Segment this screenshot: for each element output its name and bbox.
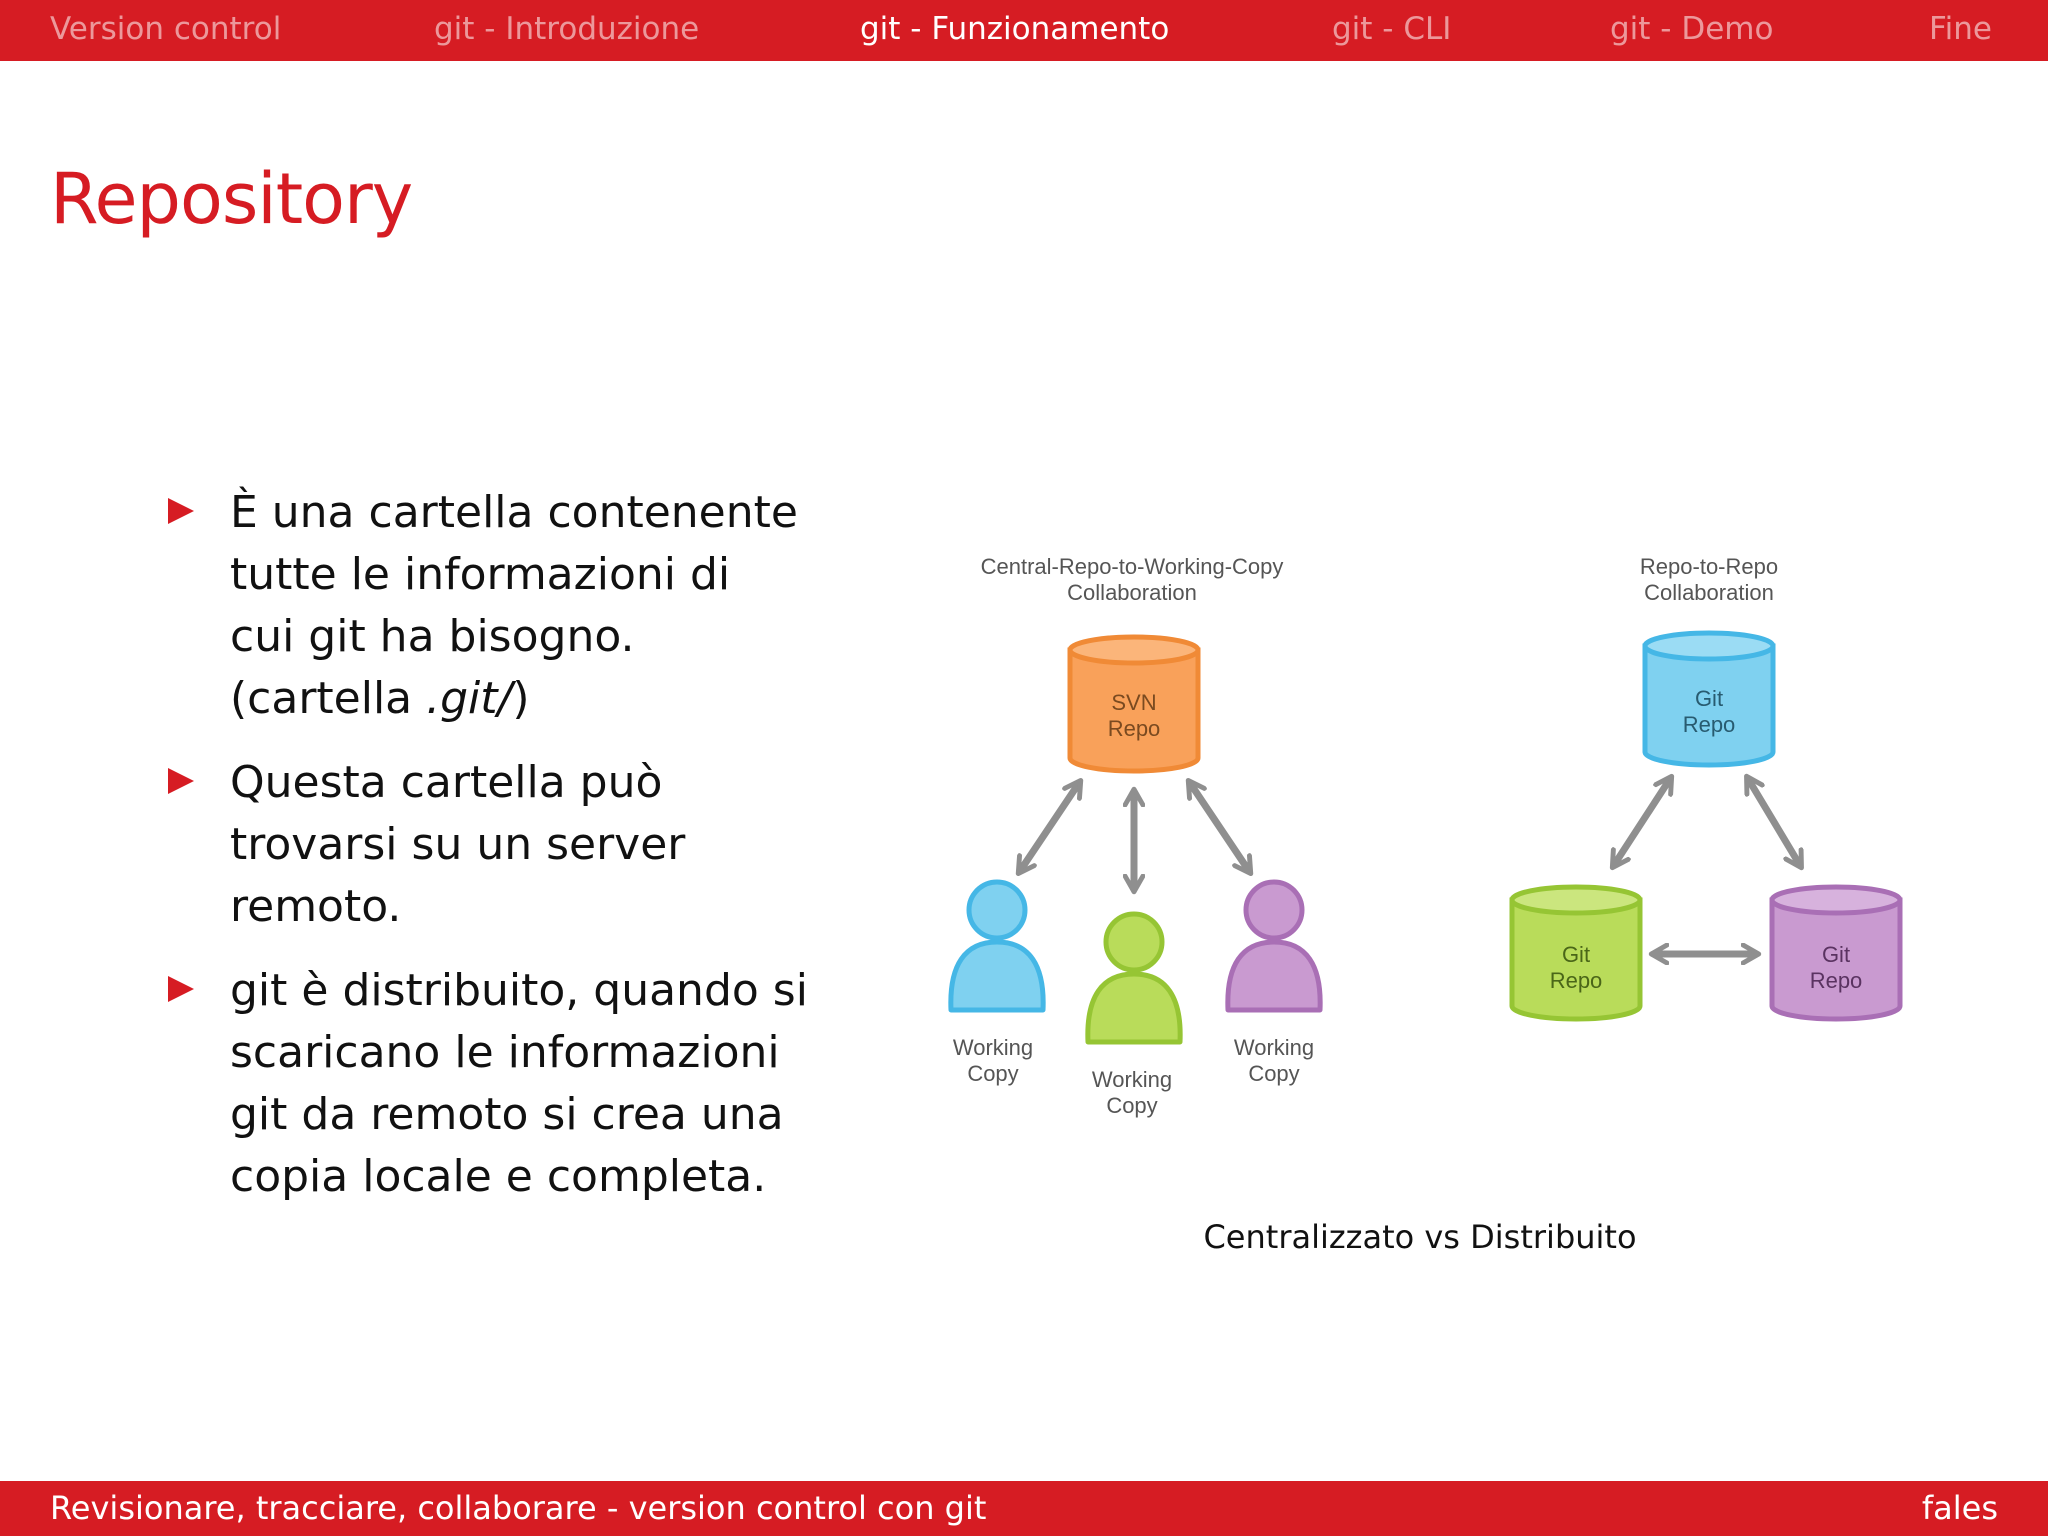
git-repo-label-line2: Repo [1682,712,1736,737]
git-repo-database-icon-blue [1645,633,1773,765]
bullet-item-repository-definition [166,482,826,730]
nav-item-git-funzionamento[interactable]: git - Funzionamento [860,11,1170,47]
bullet-line: È una cartella contenente [230,487,798,538]
bullet-line: Questa cartella può [230,757,663,808]
nav-item-fine[interactable]: Fine [1929,11,1992,47]
bullet-line: tutte le informazioni di [230,549,731,600]
left-diagram-title-line1: Central-Repo-to-Working-Copy [980,554,1284,579]
figure-caption: Centralizzato vs Distribuito [1203,1218,1637,1256]
nav-item-git-introduzione[interactable]: git - Introduzione [434,11,700,47]
sync-arrow-left [1022,786,1077,868]
working-copy-label-line1: Working [1091,1067,1173,1092]
git-repo-label-line2: Repo [1549,968,1603,993]
git-repo-label-line1: Git [1694,686,1724,711]
right-diagram-title-line2: Collaboration [1644,580,1774,605]
bullet-triangle-icon [168,976,194,1002]
bullet-line: cui git ha bisogno. [230,611,635,662]
bullet-line: trovarsi su un server [230,819,686,870]
working-copy-label-line2: Copy [967,1061,1019,1086]
presentation-title: Revisionare, tracciare, collaborare - version control con git [50,1489,987,1527]
working-copy-label-line2: Copy [1248,1061,1300,1086]
presentation-author: fales [1921,1489,1998,1527]
git-repo-database-icon-purple [1772,887,1900,1019]
sync-arrow-top-left [1616,782,1668,862]
git-repo-database-icon-green [1512,887,1640,1019]
folder-prefix: (cartella [230,673,427,724]
left-diagram-title-line2: Collaboration [1067,580,1197,605]
svn-repo-label-line1: SVN [1111,690,1157,715]
working-copy-label-line1: Working [952,1035,1034,1060]
folder-suffix: ) [512,673,530,724]
working-copy-label-line2: Copy [1106,1093,1158,1118]
diagram-svg [930,540,1930,1140]
folder-name: .git/ [426,673,513,724]
working-copy-person-icon-blue [951,882,1043,1010]
bullet-triangle-icon [168,498,194,524]
bullet-item-distributed [166,960,826,1208]
git-repo-label-line2: Repo [1809,968,1863,993]
bullet-line: scaricano le informazioni [230,1027,780,1078]
footer-bar [0,1481,2048,1536]
sync-arrow-right [1192,786,1247,868]
working-copy-person-icon-purple [1228,882,1320,1010]
nav-item-git-cli[interactable]: git - CLI [1332,11,1452,47]
slide-title: Repository [50,158,413,240]
nav-item-version-control[interactable]: Version control [50,11,282,47]
working-copy-person-icon-green [1088,914,1180,1042]
centralized-vs-distributed-diagram [930,540,1930,1140]
bullet-triangle-icon [168,768,194,794]
svn-repo-database-icon [1070,637,1198,771]
bullet-line: git da remoto si crea una [230,1089,784,1140]
bullet-item-remote-server [166,752,826,938]
bullet-line: git è distribuito, quando si [230,965,808,1016]
git-repo-label-line1: Git [1821,942,1851,967]
nav-item-git-demo[interactable]: git - Demo [1610,11,1774,47]
bullet-line-folder-name [230,668,826,730]
git-repo-label-line1: Git [1561,942,1591,967]
sync-arrow-top-right [1750,782,1798,862]
working-copy-label-line1: Working [1233,1035,1315,1060]
svn-repo-label-line2: Repo [1107,716,1161,741]
svn-repo-top [1070,637,1198,663]
bullet-list [166,482,826,1230]
bullet-line: copia locale e completa. [230,1151,767,1202]
section-navigation-bar [0,0,2048,61]
bullet-line: remoto. [230,881,402,932]
right-diagram-title-line1: Repo-to-Repo [1639,554,1779,579]
